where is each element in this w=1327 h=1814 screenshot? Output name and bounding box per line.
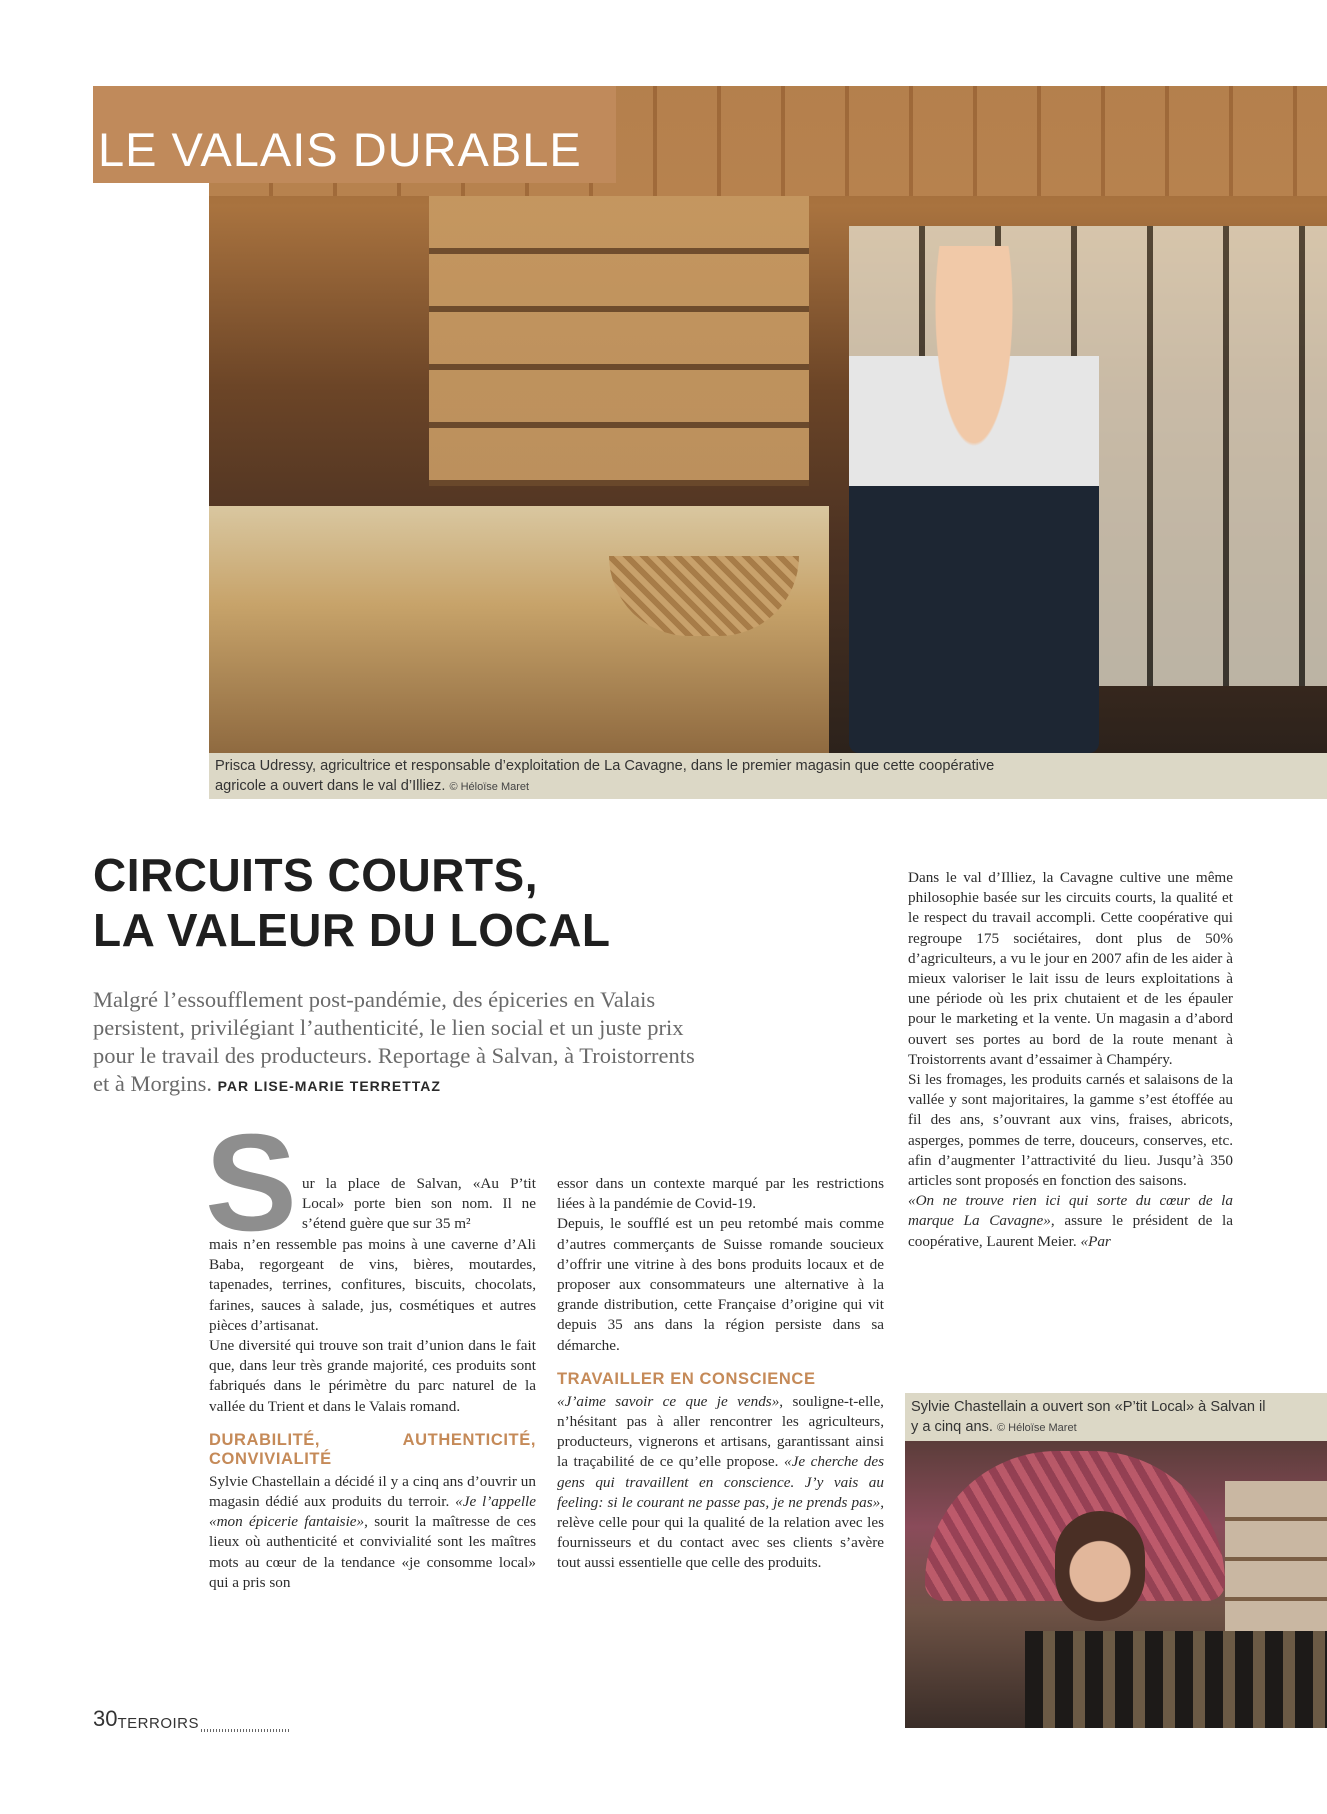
col2-paragraph-1: essor dans un contexte marqué par les restrictions liées à la pandémie de Covid-19. (557, 1175, 884, 1213)
byline: PAR LISE-MARIE TERRETTAZ (217, 1078, 441, 1094)
headline-line-1: CIRCUITS COURTS, (93, 849, 538, 901)
col1-p3-b: , sourit la maîtresse de ces lieux où authenticité et convivialité sont les maîtres mots au cœur de la tendance «je consomme local» qui a pris son (209, 1513, 537, 1591)
col2-p3-quote-2: «Je cherche des gens qui travaillent en conscience. J’y vais au feeling: si le courant ne passe pas, je ne prends pas» (557, 1453, 884, 1511)
page-folio (93, 1706, 291, 1732)
col1-p3-a: Sylvie Chastellain a décidé il y a cinq ans d’ouvrir un magasin dédié aux produits du terroir. (209, 1472, 536, 1511)
headline-line-2: LA VALEUR DU LOCAL (93, 904, 611, 956)
column-2 (557, 1174, 884, 1574)
col1-paragraph-3 (209, 1472, 536, 1593)
subhead-conscience: TRAVAILLER EN CONSCIENCE (557, 1369, 816, 1388)
side-photo-credit: © Héloïse Maret (997, 1422, 1077, 1434)
folio-rule (201, 1729, 291, 1732)
photo-person (849, 246, 1099, 753)
col3-paragraph-2: Si les fromages, les produits carnés et salaisons de la vallée y sont majoritaires, la gamme s’est étoffée au fil des ans, s’ouvrant aux vins, fraises, abricots, asperges, pommes de terre, douceurs, conserves, etc. afin d’augmenter l’attractivité du lieu. Jusqu’à 350 articles sont proposés en fonction des saisons. (908, 1071, 1233, 1190)
col2-p3-quote-1: «J’aime savoir ce que je vends» (557, 1392, 780, 1410)
column-3 (908, 868, 1233, 1252)
article-headline (93, 848, 733, 958)
col3-p3-quote-2: «Par (1080, 1232, 1111, 1250)
side-caption-text: Sylvie Chastellain a ouvert son «P’tit Local» à Salvan il y a cinq ans. (911, 1399, 1266, 1435)
drop-cap: S (205, 1106, 298, 1260)
section-kicker-text: LE VALAIS DURABLE (98, 123, 582, 176)
photo-bottles (1025, 1631, 1327, 1728)
col2-p3-b: , relève celle pour qui la qualité de la relation avec les fournisseurs et du contact avec ses clients s’avère tout aussi essentielle que celle des produits. (557, 1493, 884, 1572)
section-kicker (93, 86, 616, 183)
col2-paragraph-2: Depuis, le soufflé est un peu retombé mais comme d’autres commerçants de Suisse romande soucieux d’offrir une vitrine à des bons produits locaux et de proposer aux consommateurs une alternative à la grande distribution, cette Française d’origine qui vit depuis 35 ans dans la région persiste dans sa démarche. (557, 1215, 884, 1354)
photo-shelf (1225, 1481, 1327, 1641)
side-photo (905, 1441, 1327, 1728)
hero-caption-text: Prisca Udressy, agricultrice et responsable d’exploitation de La Cavagne, dans le premier magasin que cette coopérative agricole a ouvert dans le val d’Illiez. (215, 758, 995, 794)
photo-shopkeeper (1055, 1511, 1145, 1621)
hero-caption (209, 753, 1327, 799)
col3-paragraph-3 (908, 1191, 1233, 1252)
hero-photo-credit: © Héloïse Maret (449, 781, 530, 793)
col3-paragraph-1: Dans le val d’Illiez, la Cavagne cultive une même philosophie basée sur les circuits courts, la qualité et le respect du travail accompli. Cette coopérative qui regroupe 175 sociétaires, dont plus de 50% d’agriculteurs, a vu le jour en 2007 afin de les aider à mieux valoriser le lait issu de leurs exploitations à une période où les prix chutaient et de les épauler pour le marketing et la vente. Un magasin a d’abord ouvert ses portes au bord de la route menant à Troistorrents avant d’essaimer à Champéry. (908, 869, 1233, 1068)
subhead-durabilite: DURABILITÉ, AUTHENTICITÉ, CONVIVIALITÉ (209, 1430, 536, 1468)
magazine-name: TERROIRS (117, 1715, 199, 1732)
column-1 (209, 1235, 536, 1593)
col1-p3-quote: «Je l’appelle «mon épicerie fantaisie» (209, 1493, 536, 1531)
col2-p3-a: , souligne-t-elle, n’hésitant pas à aller rencontrer les agriculteurs, producteurs, vignerons et artisans, garantissant ainsi la traçabilité de ce qu’elle propose. (557, 1392, 884, 1471)
page-number: 30 (93, 1706, 118, 1731)
lead-text: ur la place de Salvan, «Au P’tit Local» porte bien son nom. Il ne s’étend guère que sur 35 m² (302, 1175, 536, 1233)
deck-text: Malgré l’essoufflement post-pandémie, des épiceries en Valais persistent, privilégiant l’authenticité, le lien social et un juste prix pour le travail des producteurs. Reportage à Salvan, à Troistorrents et à Morgins. (93, 987, 695, 1096)
hero-photo (209, 86, 1327, 753)
col3-p3-quote-1: «On ne trouve rien ici qui sorte du cœur de la marque La Cavagne» (908, 1192, 1233, 1230)
col2-paragraph-3 (557, 1392, 884, 1574)
col1-paragraph-1: mais n’en ressemble pas moins à une caverne d’Ali Baba, regorgeant de vins, bières, moutardes, tapenades, terrines, confitures, biscuits, chocolats, farines, sauces à salade, jus, cosmétiques et autres pièces d’artisanat. (209, 1236, 536, 1334)
article-deck (93, 986, 713, 1100)
col1-paragraph-2: Une diversité qui trouve son trait d’union dans le fait que, dans leur très grande majorité, ces produits sont fabriqués dans le périmètre du parc naturel de la vallée du Trient et dans le Valais romand. (209, 1337, 536, 1415)
photo-shelves (429, 196, 809, 486)
lead-paragraph (302, 1174, 536, 1235)
side-photo-caption (905, 1393, 1327, 1441)
col3-p3-a: , assure le président de la coopérative, Laurent Meier. (908, 1212, 1233, 1250)
